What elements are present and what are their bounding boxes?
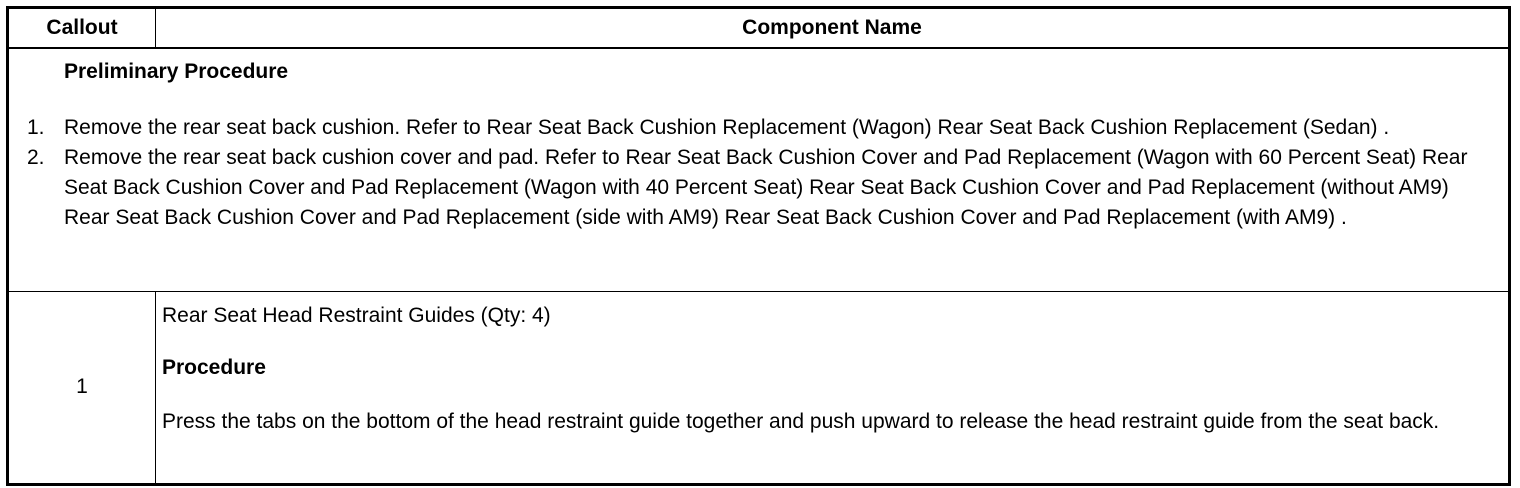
preliminary-step — [9, 113, 1496, 143]
component-cell — [156, 291, 1509, 483]
step-text: Remove the rear seat back cushion cover and pad. Refer to Rear Seat Back Cushion Cover and Pad Replacement (Wagon with 60 Percent Seat) Rear Seat Back Cushion Cover and Pad Replacement (Wagon with 40 Percent Seat) Rear Seat Back Cushion Cover and Pad Replacement (without AM9) Rear Seat Back Cushion Cover and Pad Replacement (side with AM9) Rear Seat Back Cushion Cover and Pad Replacement (with AM9) . — [64, 146, 1468, 229]
component-table — [8, 8, 1509, 484]
component-table-frame — [6, 6, 1511, 486]
preliminary-procedure-cell — [9, 48, 1509, 291]
preliminary-procedure-title: Preliminary Procedure — [64, 60, 289, 83]
component-name: Rear Seat Head Restraint Guides (Qty: 4) — [162, 303, 551, 327]
preliminary-row — [9, 48, 1509, 291]
procedure-text: Press the tabs on the bottom of the head restraint guide together and push upward to release the head restraint guide from the seat back. — [162, 409, 1440, 433]
preliminary-steps-list — [9, 113, 1496, 233]
step-text: Remove the rear seat back cushion. Refer to Rear Seat Back Cushion Replacement (Wagon) Rear Seat Back Cushion Replacement (Sedan) . — [64, 116, 1390, 139]
table-row — [9, 291, 1509, 483]
table-header-row — [9, 9, 1509, 49]
step-number: 1. — [27, 116, 45, 139]
callout-header: Callout — [9, 9, 156, 49]
component-name-header: Component Name — [156, 9, 1509, 49]
preliminary-step — [9, 143, 1496, 233]
step-number: 2. — [27, 146, 45, 169]
procedure-title: Procedure — [162, 355, 266, 379]
callout-cell: 1 — [9, 291, 156, 483]
